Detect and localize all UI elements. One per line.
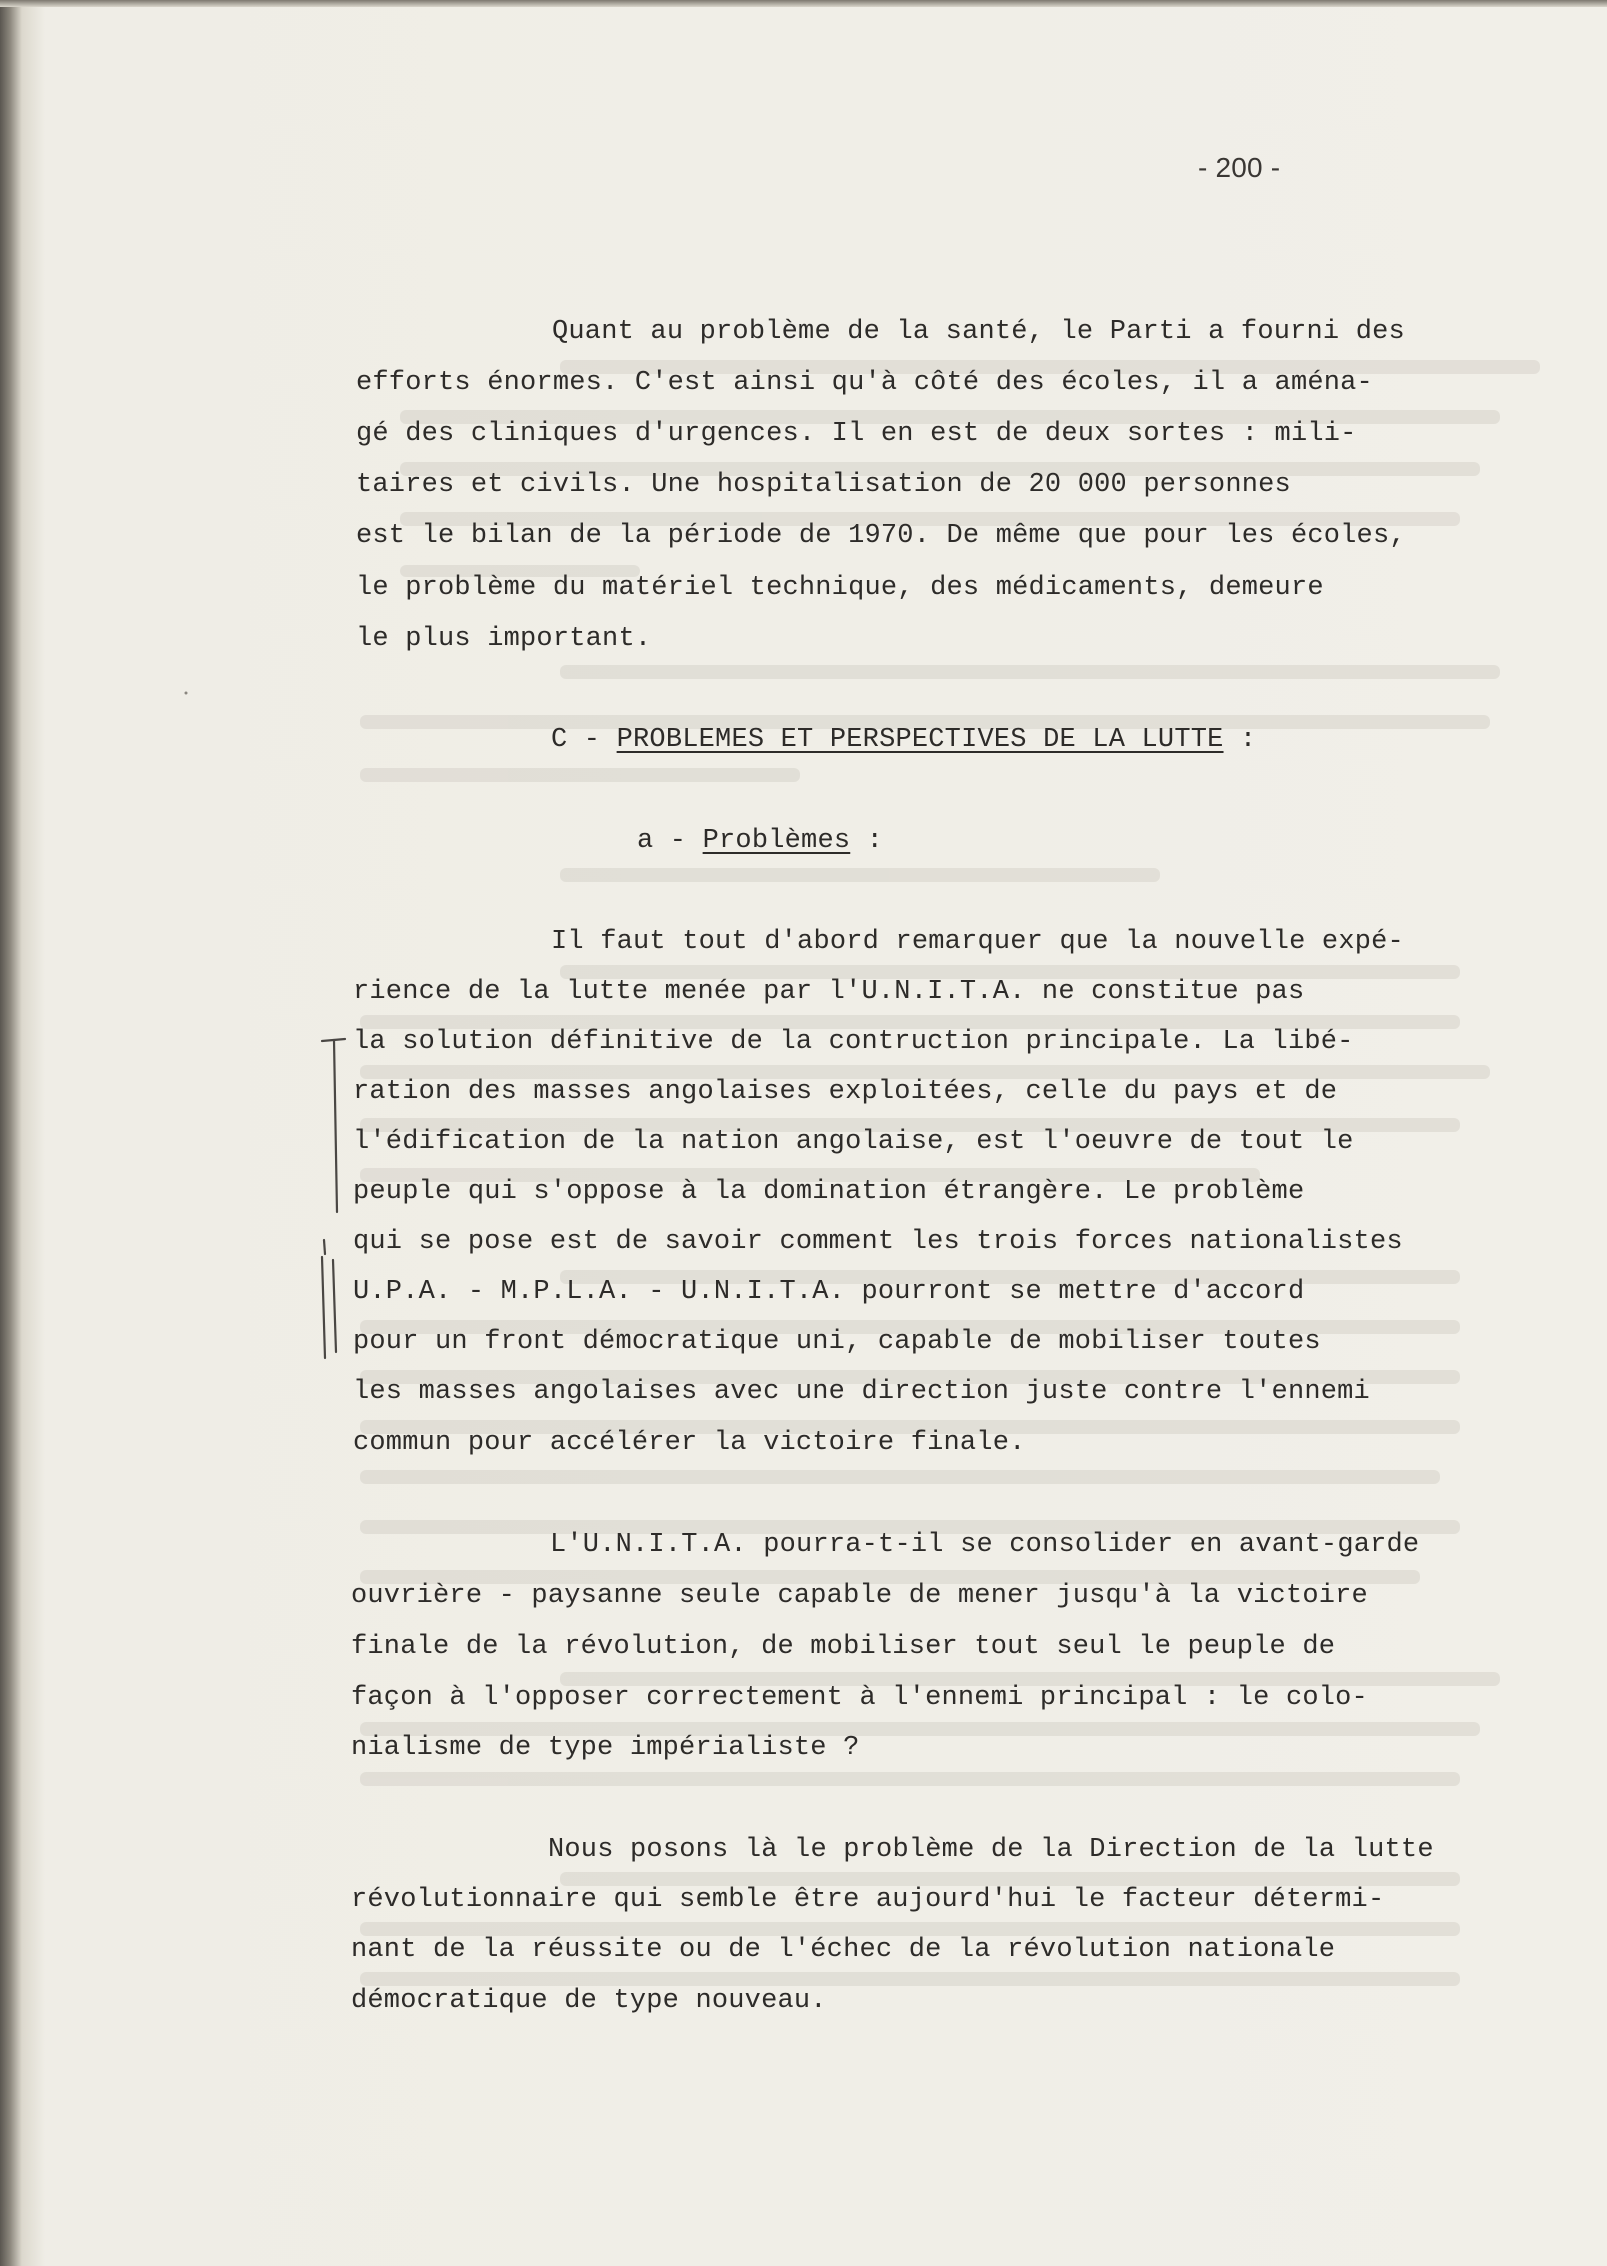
text-line: taires et civils. Une hospitalisation de 20 000 personnes [356,470,1291,500]
text-line: le problème du matériel technique, des médicaments, demeure [356,573,1324,603]
sub-heading-prefix: a - [637,826,703,856]
text-line: U.P.A. - M.P.L.A. - U.N.I.T.A. pourront se mettre d'accord [353,1277,1305,1307]
text-line: gé des cliniques d'urgences. Il en est de deux sortes : mili- [356,419,1357,449]
text-line: démocratique de type nouveau. [351,1986,827,2016]
text-line: nialisme de type impérialiste ? [351,1733,860,1763]
margin-double-line-right [333,1260,336,1352]
text-line: l'édification de la nation angolaise, est l'oeuvre de tout le [353,1127,1354,1157]
text-line: ouvrière - paysanne seule capable de mener jusqu'à la victoire [351,1581,1368,1611]
text-line: efforts énormes. C'est ainsi qu'à côté des écoles, il a aména- [356,368,1373,398]
text-line: peuple qui s'oppose à la domination étrangère. Le problème [353,1177,1305,1207]
text-line: Il faut tout d'abord remarquer que la nouvelle expé- [551,927,1404,957]
text-line: façon à l'opposer correctement à l'ennemi principal : le colo- [351,1683,1368,1713]
margin-double-line-tail [324,1240,325,1254]
text-line: Quant au problème de la santé, le Parti a fourni des [552,317,1405,347]
text-line: L'U.N.I.T.A. pourra-t-il se consolider en avant-garde [550,1530,1420,1560]
sub-heading-suffix: : [850,826,884,856]
section-heading-suffix: : [1223,725,1257,755]
stray-mark [185,692,188,695]
section-heading-prefix: C - [551,725,617,755]
margin-bracket-line [334,1040,337,1212]
text-line: qui se pose est de savoir comment les trois forces nationalistes [353,1227,1403,1257]
text-line: le plus important. [356,624,652,654]
sub-heading-title: Problèmes [702,826,851,856]
text-line: finale de la révolution, de mobiliser tout seul le peuple de [351,1632,1336,1662]
section-heading-title: PROBLEMES ET PERSPECTIVES DE LA LUTTE [616,725,1224,755]
text-line: nant de la réussite ou de l'échec de la révolution nationale [351,1935,1336,1965]
text-line: est le bilan de la période de 1970. De même que pour les écoles, [356,521,1406,551]
page-number: - 200 - [1198,152,1281,183]
text-line: ration des masses angolaises exploitées, celle du pays et de [353,1077,1338,1107]
margin-double-line-left [322,1257,325,1358]
text-line: Nous posons là le problème de la Direction de la lutte [548,1835,1434,1865]
text-line: révolutionnaire qui semble être aujourd'hui le facteur détermi- [351,1885,1385,1915]
text-line: pour un front démocratique uni, capable de mobiliser toutes [353,1327,1321,1357]
text-line: les masses angolaises avec une direction juste contre l'ennemi [353,1377,1370,1407]
text-line: la solution définitive de la contruction principale. La libé- [353,1027,1354,1057]
text-line: commun pour accélérer la victoire finale. [353,1428,1026,1458]
text-line: rience de la lutte menée par l'U.N.I.T.A. ne constitue pas [353,977,1305,1007]
